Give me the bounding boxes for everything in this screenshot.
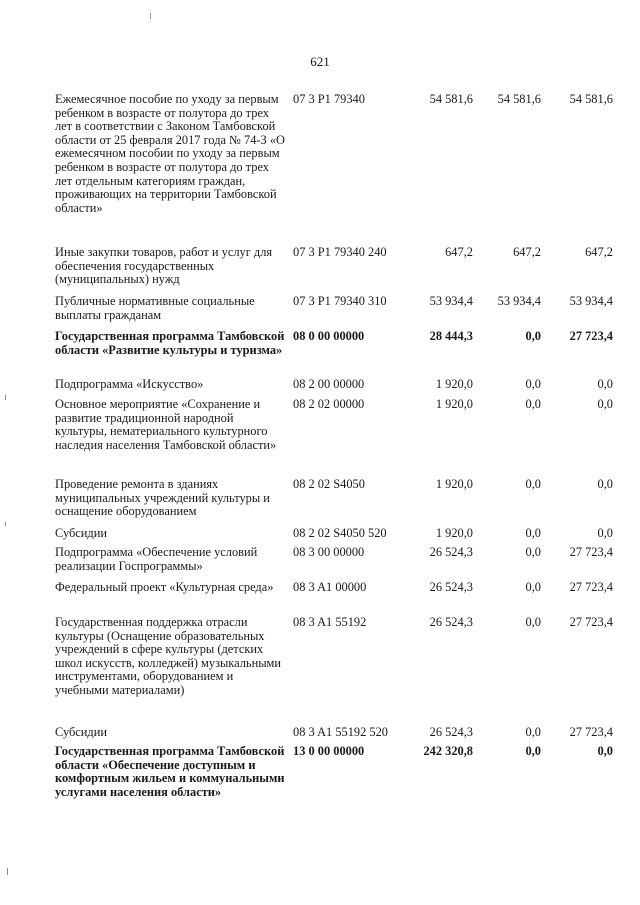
row-value-2: 54 581,6	[497, 92, 541, 106]
row-code: 07 3 P1 79340	[293, 92, 365, 106]
row-value-2: 0,0	[525, 526, 541, 540]
row-code: 08 2 02 S4050	[293, 477, 365, 491]
row-value-1: 1 920,0	[435, 526, 473, 540]
row-value-1: 53 934,4	[429, 294, 473, 308]
row-value-3: 53 934,4	[569, 294, 613, 308]
scan-speck	[7, 868, 8, 875]
row-name: Государственная программа Тамбовской области «Обеспечение доступным и комфортным жильем и коммунальными услугами населения области»	[55, 744, 285, 799]
row-value-3: 0,0	[597, 526, 613, 540]
row-value-3: 27 723,4	[569, 545, 613, 559]
row-code: 07 3 P1 79340 310	[293, 294, 387, 308]
row-code: 08 0 00 00000	[293, 329, 365, 343]
row-name: Основное мероприятие «Сохранение и развитие традиционной народной культуры, нематериального культурного наследия населения Тамбовской области»	[55, 397, 277, 452]
row-value-2: 0,0	[525, 545, 541, 559]
row-name: Государственная программа Тамбовской области «Развитие культуры и туризма»	[55, 329, 285, 357]
row-value-3: 27 723,4	[569, 329, 613, 343]
row-value-1: 26 524,3	[429, 545, 473, 559]
row-name: Субсидии	[55, 725, 107, 739]
row-value-3: 27 723,4	[569, 725, 613, 739]
row-name: Ежемесячное пособие по уходу за первым ребенком в возрасте от полутора до трех лет в соответствии с Законом Тамбовской области от 25 февраля 2017 года № 74-З «О ежемесячном пособии по уходу за первым ребенком в возрасте от полутора до трех лет отдельным категориям граждан, проживающих на территории Тамбовской области»	[55, 92, 285, 215]
row-value-1: 1 920,0	[435, 397, 473, 411]
row-value-3: 647,2	[585, 245, 613, 259]
row-value-2: 0,0	[525, 477, 541, 491]
row-value-1: 54 581,6	[429, 92, 473, 106]
scan-speck	[5, 395, 6, 400]
row-value-2: 0,0	[525, 580, 541, 594]
row-name: Иные закупки товаров, работ и услуг для обеспечения государственных (муниципальных) нужд	[55, 245, 273, 287]
row-name: Государственная поддержка отрасли культуры (Оснащение образовательных учреждений в сфере культуры (детских школ искусств, колледжей) музыкальными инструментами, оборудованием и учебными материалами)	[55, 615, 282, 697]
row-value-1: 1 920,0	[435, 377, 473, 391]
scan-speck	[5, 522, 6, 526]
row-value-1: 242 320,8	[423, 744, 473, 758]
row-value-2: 0,0	[525, 744, 541, 758]
row-value-3: 27 723,4	[569, 580, 613, 594]
row-value-1: 26 524,3	[429, 725, 473, 739]
row-name: Подпрограмма «Обеспечение условий реализации Госпрограммы»	[55, 545, 258, 573]
row-value-2: 0,0	[525, 615, 541, 629]
row-value-2: 0,0	[525, 329, 541, 343]
row-value-2: 0,0	[525, 377, 541, 391]
scan-speck	[150, 13, 151, 19]
row-code: 08 3 A1 55192 520	[293, 725, 388, 739]
row-value-2: 0,0	[525, 397, 541, 411]
row-value-3: 0,0	[597, 477, 613, 491]
row-value-1: 26 524,3	[429, 615, 473, 629]
row-code: 08 2 02 00000	[293, 397, 365, 411]
row-name: Подпрограмма «Искусство»	[55, 377, 204, 391]
row-value-1: 1 920,0	[435, 477, 473, 491]
row-name: Субсидии	[55, 526, 107, 540]
row-value-3: 0,0	[597, 744, 613, 758]
row-value-3: 0,0	[597, 397, 613, 411]
row-value-1: 647,2	[445, 245, 473, 259]
row-value-1: 26 524,3	[429, 580, 473, 594]
row-code: 08 3 00 00000	[293, 545, 365, 559]
row-value-3: 27 723,4	[569, 615, 613, 629]
row-code: 13 0 00 00000	[293, 744, 365, 758]
row-code: 08 3 A1 00000	[293, 580, 367, 594]
row-code: 08 2 00 00000	[293, 377, 365, 391]
row-name: Публичные нормативные социальные выплаты гражданам	[55, 294, 255, 322]
row-value-2: 0,0	[525, 725, 541, 739]
row-value-3: 0,0	[597, 377, 613, 391]
row-value-1: 28 444,3	[429, 329, 473, 343]
row-name: Проведение ремонта в зданиях муниципальных учреждений культуры и оснащение оборудованием	[55, 477, 270, 519]
row-value-2: 53 934,4	[497, 294, 541, 308]
row-code: 07 3 P1 79340 240	[293, 245, 387, 259]
row-code: 08 3 A1 55192	[293, 615, 367, 629]
row-name: Федеральный проект «Культурная среда»	[55, 580, 274, 594]
row-value-3: 54 581,6	[569, 92, 613, 106]
page-number: 621	[310, 54, 330, 69]
row-code: 08 2 02 S4050 520	[293, 526, 387, 540]
row-value-2: 647,2	[513, 245, 541, 259]
